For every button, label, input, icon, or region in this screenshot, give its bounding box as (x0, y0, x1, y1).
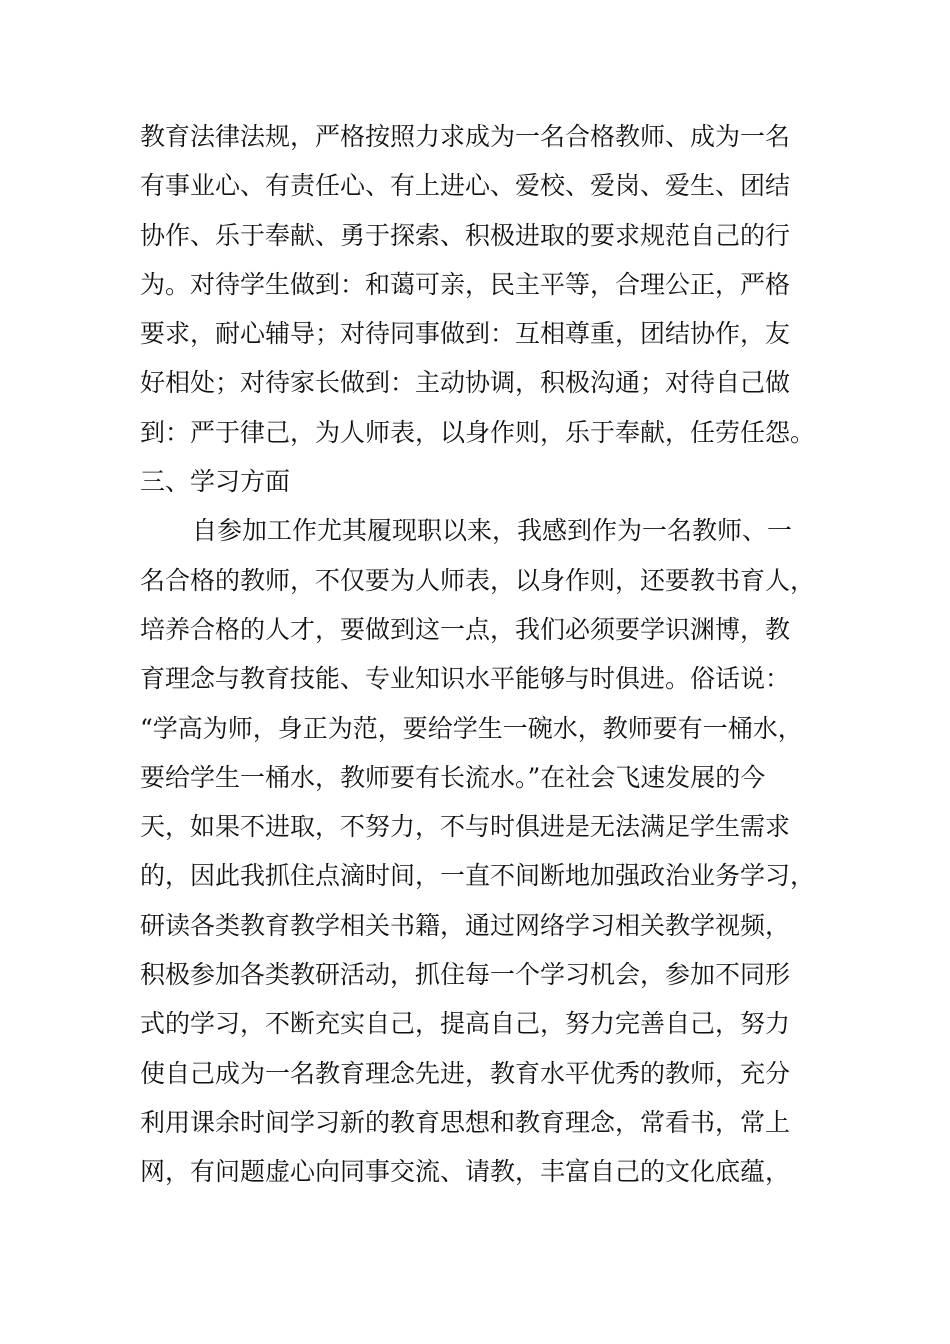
text-line: 育理念与教育技能、专业知识水平能够与时俱进。俗话说： (140, 664, 791, 694)
text-line: 协作、乐于奉献、勇于探索、积极进取的要求规范自己的行 (140, 220, 791, 250)
text-line: 使自己成为一名教育理念先进，教育水平优秀的教师，充分 (140, 1058, 791, 1088)
text-line: 天，如果不进取，不努力，不与时俱进是无法满足学生需求 (140, 812, 791, 842)
text-line: 教育法律法规，严格按照力求成为一名合格教师、成为一名 (140, 122, 791, 151)
text-line: 要求，耐心辅导；对待同事做到：互相尊重，团结协作，友 (140, 319, 791, 349)
document-body (140, 112, 840, 1197)
text-line: 名合格的教师，不仅要为人师表，以身作则，还要教书育人， (140, 565, 816, 595)
text-line: “学高为师，身正为范，要给学生一碗水，教师要有一桶水， (140, 713, 803, 743)
text-line: 好相处；对待家长做到：主动协调，积极沟通；对待自己做 (140, 368, 791, 398)
text-line: 研读各类教育教学相关书籍，通过网络学习相关教学视频， (140, 910, 791, 940)
text-line: 有事业心、有责任心、有上进心、爱校、爱岗、爱生、团结 (140, 171, 791, 201)
text-line: 网，有问题虚心向同事交流、请教，丰富自己的文化底蕴， (140, 1157, 791, 1187)
text-line: 为。对待学生做到：和蔼可亲，民主平等，合理公正，严格 (140, 269, 791, 299)
text-line: 要给学生一桶水，教师要有长流水。”在社会飞速发展的今 (140, 762, 766, 792)
text-line: 式的学习，不断充实自己，提高自己，努力完善自己，努力 (140, 1009, 791, 1039)
text-line: 利用课余时间学习新的教育思想和教育理念，常看书，常上 (140, 1107, 791, 1137)
text-line: 到：严于律己，为人师表，以身作则，乐于奉献，任劳任怨。 (140, 417, 816, 447)
paragraph-first-line: 自参加工作尤其履现职以来，我感到作为一名教师、一 (192, 516, 793, 546)
text-line: 积极参加各类教研活动，抓住每一个学习机会，参加不同形 (140, 960, 791, 990)
text-line: 培养合格的人才，要做到这一点，我们必须要学识渊博，教 (140, 614, 791, 644)
section-heading: 三、学习方面 (140, 467, 291, 497)
text-line: 的，因此我抓住点滴时间，一直不间断地加强政治业务学习， (140, 861, 816, 891)
